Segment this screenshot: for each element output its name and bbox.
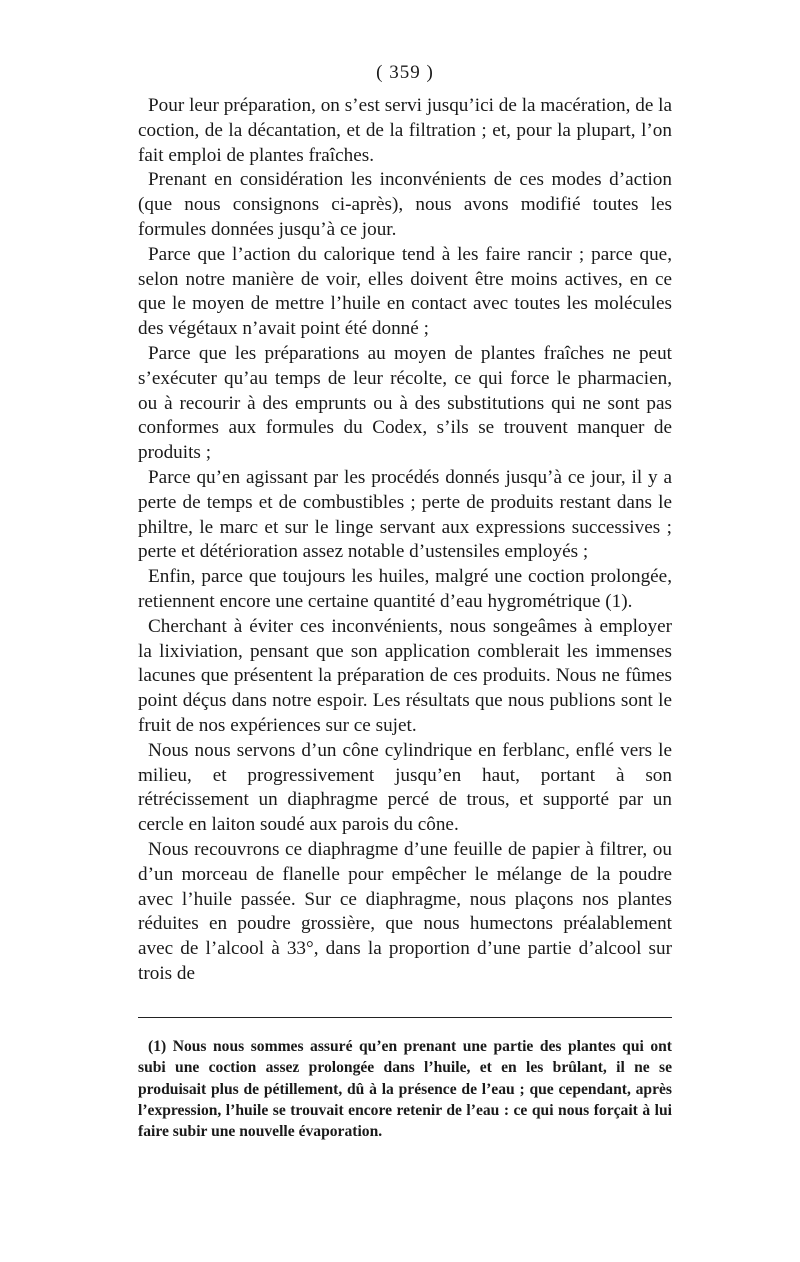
footnote: (1) Nous nous sommes assuré qu’en prenant une partie des plantes qui ont subi une coction assez prolongée dans l’huile, et en les brûlant, il ne se produisait plus de pétillement, dû à la présence de l’eau ; que cependant, après l’expression, l’huile se trouvait encore retenir de l’eau : ce qui nous forçait à lui faire subir une nouvelle évaporation. xyxy=(138,1037,672,1141)
paragraph-diaphragm-cover: Nous recouvrons ce diaphragme d’une feuille de papier à filtrer, ou d’un morceau de flanelle pour empêcher le mélange de la poudre avec l’huile passée. Sur ce diaphragme, nous plaçons nos plantes réduites en poudre grossière, que nous humectons préalablement avec de l’alcool à 33°, dans la proportion d’une partie d’alcool sur trois de xyxy=(138,838,672,984)
footnote-divider xyxy=(138,1017,672,1018)
page-body xyxy=(138,62,672,1143)
paragraph-considering-drawbacks: Prenant en considération les inconvénients de ces modes d’action (que nous consignons ci-après), nous avons modifié toutes les formules données jusqu’à ce jour. xyxy=(138,169,672,240)
page-number: ( 359 ) xyxy=(376,62,434,83)
paragraph-fresh-plants: Parce que les préparations au moyen de plantes fraîches ne peut s’exécuter qu’au temps de leur récolte, ce qui force le pharmacien, ou à recourir à des emprunts ou à des substitutions qui ne sont pas conformes aux formules du Codex, s’ils se trouvent manquer de produits ; xyxy=(138,342,672,464)
paragraph-waste: Parce qu’en agissant par les procédés donnés jusqu’à ce jour, il y a perte de temps et de combustibles ; perte de produits restant dans le philtre, le marc et sur le linge servant aux expressions successives ; perte et détérioration assez notable d’ustensiles employés ; xyxy=(138,466,672,563)
paragraph-cone-apparatus: Nous nous servons d’un cône cylindrique en ferblanc, enflé vers le milieu, et progressivement jusqu’en haut, portant à son rétrécissement un diaphragme percé de trous, et supporté par un cercle en laiton soudé aux parois du cône. xyxy=(138,739,672,836)
paragraph-lixiviation: Cherchant à éviter ces inconvénients, nous songeâmes à employer la lixiviation, pensant que son application comblerait les immenses lacunes que présentent la préparation de ces produits. Nous ne fûmes point déçus dans notre espoir. Les résultats que nous publions sont le fruit de nos expériences sur ce sujet. xyxy=(138,615,672,736)
paragraph-caloric-rancid: Parce que l’action du calorique tend à les faire rancir ; parce que, selon notre manière de voir, elles doivent être moins actives, en ce que le moyen de mettre l’huile en contact avec toutes les molécules des végétaux n’avait point été donné ; xyxy=(138,243,672,340)
paragraph-water-retention: Enfin, parce que toujours les huiles, malgré une coction prolongée, retiennent encore une certaine quantité d’eau hygrométrique (1). xyxy=(138,566,672,612)
paragraph-preparation-methods: Pour leur préparation, on s’est servi jusqu’ici de la macération, de la coction, de la décantation, et de la filtration ; et, pour la plupart, l’on fait emploi de plantes fraîches. xyxy=(138,95,672,166)
